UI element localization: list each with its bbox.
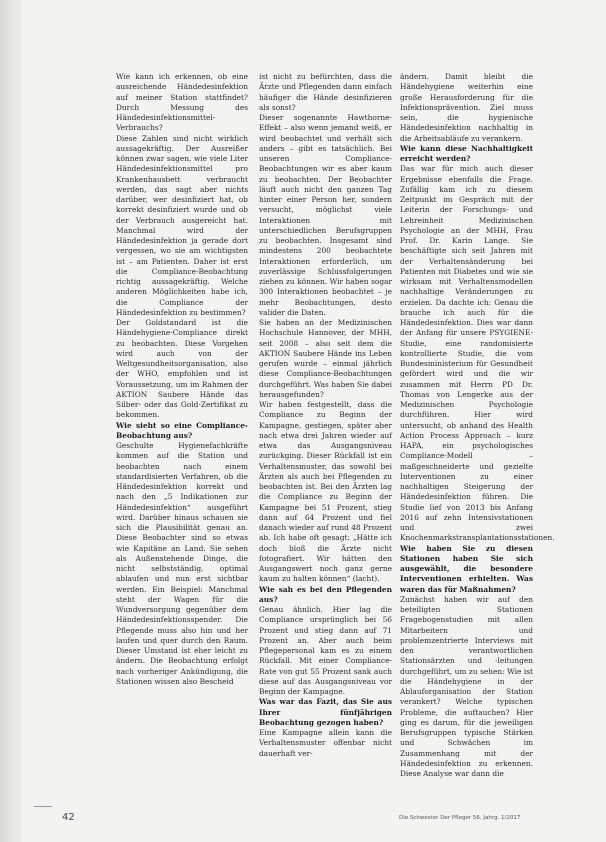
paragraph: Wir haben festgestellt, dass die Compliance zu Beginn der Kampagne, gestiegen, später aber nach etwa drei Jahren wieder auf etwa das Ausgangsniveau zurückging. Dieser Rückfall ist ein Verhaltensmuster, das sowohl bei Ärzten als auch bei Pflegenden zu beobachten ist. Bei den Ärzten lag die Compliance zu Beginn der Kampagne bei 51 Prozent, stieg dann auf 64 Prozent und fiel danach wieder auf rund 48 Prozent ab. Ich habe oft gesagt: „Hätte ich doch bloß die Ärzte nicht fotografiert. Wir hätten den Ausgangswert noch ganz gerne kaum zu halten können“ (lacht). (259, 400, 392, 584)
paragraph: Genau ähnlich. Hier lag die Compliance ursprünglich bei 56 Prozent und stieg dann auf 71 Prozent an. Aber auch beim Pflegepersonal kam es zu einem Rückfall. Mit einer Compliance-Rate von gut 55 Prozent sank auch diese auf das Ausgangsniveau vor Beginn der Kampagne. (259, 605, 392, 696)
paragraph: Diese Zahlen sind nicht wirklich aussagekräftig. Der Ausreißer können zwar sagen, wie viele Liter Händedesinfektionsmittel pro Krankenhausbett verbraucht werden, das sagt aber nichts darüber, wer desinfiziert hat, ob korrekt desinfiziert wurde und ob der Verbrauch ausgereicht hat. Manchmal wird der Händedesinfektion ja gerade dort vergessen, wo sie am wichtigsten ist – am Patienten. Daher ist erst die Compliance-Beobachtung richtig aussagekräftig. Welche anderen Möglichkeiten habe ich, die Compliance der Händedesinfektion zu bestimmen? (116, 133, 248, 317)
paragraph: ändern. Damit bleibt die Händehygiene weiterhin eine große Herausforderung für die Infektionsprävention. Ziel muss sein, die hygienische Händedesinfektion nachhaltig in die Arbeitsabläufe zu verankern. (400, 72, 533, 143)
question-heading: Wie haben Sie zu diesen Stationen haben Sie sich ausgewählt, die besondere Interventionen erhielten. Was waren das für Maßnahmen? (400, 543, 533, 594)
text-column-2 (259, 72, 392, 759)
paragraph: Der Goldstandard ist die Händehygiene-Compliance direkt zu beobachten. Diese Vorgehen wird auch von der Weltgesundheitsorganisation, also der WHO, empfohlen und ist Voraussetzung, um im Rahmen der AKTION Saubere Hände das Silber- oder das Gold-Zertifikat zu bekommen. (116, 318, 248, 420)
scan-edge-shadow (0, 0, 22, 842)
text-column-3 (400, 72, 555, 779)
footer-rule (34, 806, 52, 807)
paragraph: Geschulte Hygienefachkräfte kommen auf die Station und beobachten nach einem standardisierten Verfahren, ob die Händedesinfektion korrekt und nach den „5 Indikationen zur Händedesinfektion“ ausgeführt wird. Darüber hinaus schauen sie sich die Plausibilität genau an. Diese Beobachter sind so etwas wie Kapitäne an Land. Sie sehen als Außenstehende Dinge, die nicht selbstständig, optimal ablaufen und nun erst sichtbar werden. Ein Beispiel: Manchmal steht der Wagen für die Wundversorgung gegenüber dem Händedesinfektionsspender. Die Pflegende muss also hin und her laufen und quer durch den Raum. Dieser Umstand ist eher leicht zu ändern. Die Beobachtung erfolgt nach vorheriger Ankündigung, die Stationen wissen also Bescheid (116, 441, 248, 686)
journal-citation: Die Schwester Der Pfleger 56. Jahrg. 1/2017 (399, 815, 521, 821)
paragraph: Zunächst haben wir auf den beteiligten Stationen Fragebogenstudien mit allen Mitarbeitern und problemzentrierte Interviews mit den verantwortlichen Stationsärzten und -leitungen durchgeführt, um zu sehen: Wie ist die Händehygiene in der Ablauforganisation der Station verankert? Welche typischen Probleme, die auftauchen? Hier ging es darum, für die jeweiligen Berufsgruppen typische Stärken und Schwächen im Zusammenhang mit der Händedesinfektion zu erkennen. Diese Analyse war dann die (400, 594, 533, 778)
paragraph: ist nicht zu befürchten, dass die Ärzte und Pflegenden dann einfach häufiger die Hände desinfizieren als sonst? (259, 72, 392, 112)
text-column-1 (116, 72, 248, 687)
question-heading: Was war das Fazit, das Sie aus Ihrer fünfjährigen Beobachtung gezogen haben? (259, 697, 392, 727)
page-number: 42 (62, 812, 75, 823)
paragraph: Dieser sogenannte Hawthorne-Effekt – also wenn jemand weiß, er wird beobachtet und verhält sich anders – gibt es tatsächlich. Bei unseren Compliance-Beobachtungen wir es aber kaum zu beobachten. Der Beobachter läuft auch nicht den ganzen Tag hinter einer Person her, sondern versucht, möglichst viele Interaktionen mit unterschiedlichen Berufsgruppen zu beobachten. Insgesamt sind mindestens 200 beobachtete Interaktionen erforderlich, um zuverlässige Schlussfolgerungen ziehen zu können. Wir haben sogar 300 Interaktionen beobachtet – je mehr Beobachtungen, desto valider die Daten. (259, 113, 392, 317)
paragraph: Eine Kampagne allein kann die Verhaltensmuster offenbar nicht dauerhaft ver- (259, 728, 392, 758)
paragraph: Das war für mich auch dieser Ergebnisse ebenfalls die Frage. Zufällig kam ich zu diesem Zeitpunkt im Gespräch mit der Leiterin der Forschungs- und Lehreinheit Medizinischen Psychologie an der MHH, Frau Prof. Dr. Karin Lange. Sie beschäftigte sich seit Jahren mit der Verhaltensänderung bei Patienten mit Diabetes und wie sie wirksam mit Verhaltensmodellen nachhaltige Veränderungen zu erzielen. Da dachte ich: Genau die brauche ich auch für die Händedesinfektion. Dies war dann der Anfang für unsere PSYGIENE-Studie, eine randomisierte kontrollierte Studie, die vom Bundesministerium für Gesundheit gefördert wird und die wir zusammen mit Herrn PD Dr. Thomas von Lengerke aus der Medizinischen Psychologie durchführen. Hier wird untersucht, ob anhand des Health Action Process Approach – kurz HAPA, ein psychologisches Compliance-Modell – maßgeschneiderte und gezielte Interventionen zu einer nachhaltigen Steigerung der Händedesinfektion führen. Die Studie lief von 2013 bis Anfang 2016 auf zehn Intensivstationen und zwei Knochenmarkstransplantationsstationen. (400, 164, 555, 543)
paragraph: Wie kann ich erkennen, ob eine ausreichende Händedesinfektion auf meiner Station stattfindet? Durch Messung des Händedesinfektionsmittel-Verbrauchs? (116, 72, 248, 133)
question-heading: Wie kann diese Nachhaltigkeit erreicht werden? (400, 143, 533, 163)
paragraph: Sie haben an der Medizinischen Hochschule Hannover, der MHH, seit 2008 – also seit dem die AKTION Saubere Hände ins Leben gerufen wurde – einmal jährlich diese Compliance-Beobachtungen durchgeführt. Was haben Sie dabei herausgefunden? (259, 318, 392, 399)
question-heading: Wie sah es bei den Pflegenden aus? (259, 584, 392, 604)
question-heading: Wie sieht so eine Compliance-Beobachtung aus? (116, 420, 248, 440)
